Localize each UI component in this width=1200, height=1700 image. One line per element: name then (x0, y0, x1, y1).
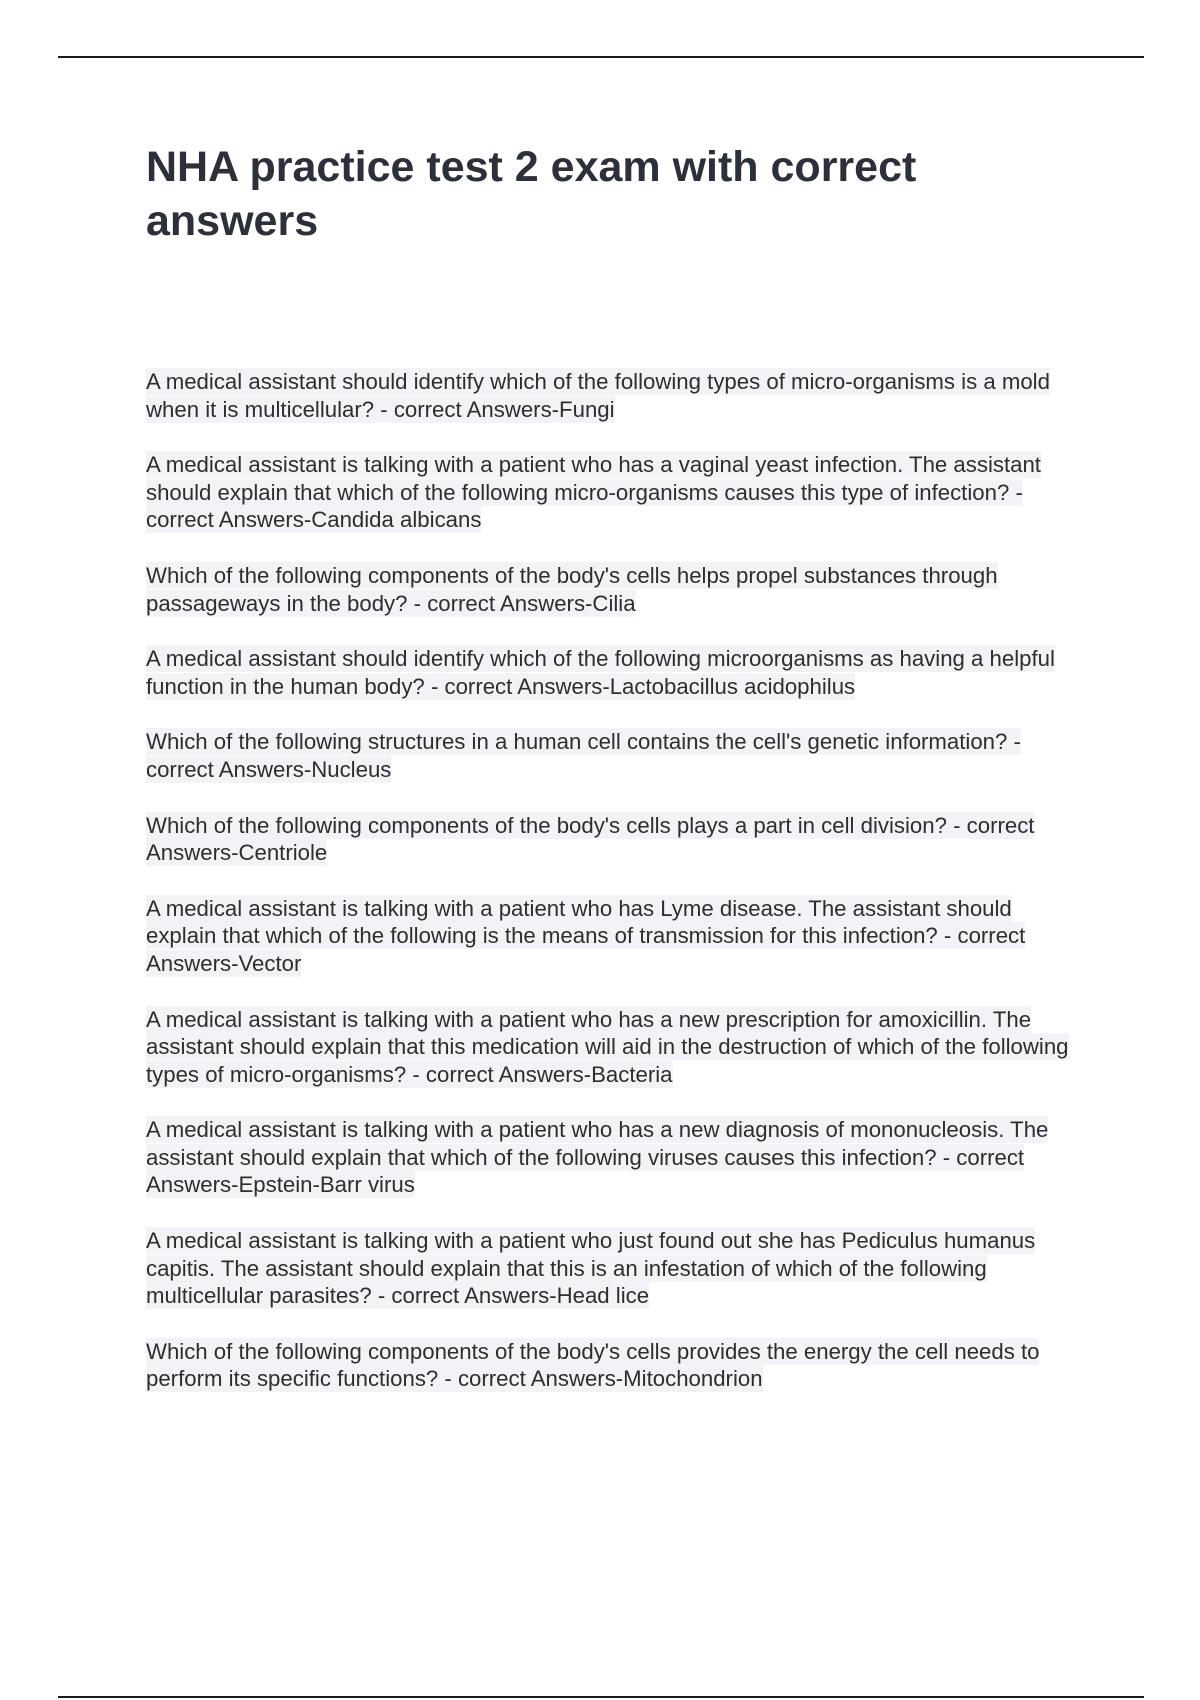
qa-item (146, 1116, 1086, 1199)
qa-item (146, 368, 1086, 423)
page-title: NHA practice test 2 exam with correct answers (146, 143, 917, 245)
qa-item (146, 645, 1086, 700)
qa-text: A medical assistant should identify which of the following types of micro-organisms is a mold when it is multicellular? - correct Answers-Fungi (146, 369, 1050, 422)
qa-text: Which of the following components of the body's cells provides the energy the cell needs to perform its specific functions? - correct Answers-Mitochondrion (146, 1338, 1040, 1392)
qa-item (146, 812, 1086, 867)
bottom-divider (58, 1696, 1144, 1698)
qa-list (146, 368, 1086, 1421)
qa-item (146, 1006, 1086, 1089)
qa-text: A medical assistant is talking with a patient who has Lyme disease. The assistant should explain that which of the following is the means of transmission for this infection? - correct Answers-Vector (146, 895, 1026, 976)
qa-item (146, 1227, 1086, 1310)
qa-text: A medical assistant is talking with a patient who has a vaginal yeast infection. The assistant should explain that which of the following micro-organisms causes this type of infection? - correct Answers-Candida albicans (146, 452, 1041, 533)
qa-text: Which of the following components of the body's cells plays a part in cell division? - correct Answers-Centriole (146, 812, 1035, 866)
qa-text: A medical assistant should identify which of the following microorganisms as having a helpful function in the human body? - correct Answers-Lactobacillus acidophilus (146, 646, 1055, 699)
qa-item (146, 728, 1086, 783)
qa-item (146, 895, 1086, 978)
qa-item (146, 451, 1086, 534)
qa-text: A medical assistant is talking with a patient who has a new diagnosis of mononucleosis. The assistant should explain that which of the following viruses causes this infection? - correct Answers-Epstein-Barr virus (146, 1117, 1049, 1198)
qa-text: A medical assistant is talking with a patient who just found out she has Pediculus humanus capitis. The assistant should explain that this is an infestation of which of the following multicellular parasites? - correct Answers-Head lice (146, 1228, 1036, 1309)
qa-text: Which of the following structures in a human cell contains the cell's genetic information? - correct Answers-Nucleus (146, 729, 1021, 782)
qa-item (146, 1338, 1086, 1393)
qa-text: Which of the following components of the body's cells helps propel substances through passageways in the body? - correct Answers-Cilia (146, 562, 998, 616)
qa-item (146, 562, 1086, 617)
qa-text: A medical assistant is talking with a patient who has a new prescription for amoxicillin. The assistant should explain that this medication will aid in the destruction of which of the following types of micro-organisms? - correct Answers-Bacteria (146, 1006, 1069, 1087)
top-divider (58, 56, 1144, 58)
